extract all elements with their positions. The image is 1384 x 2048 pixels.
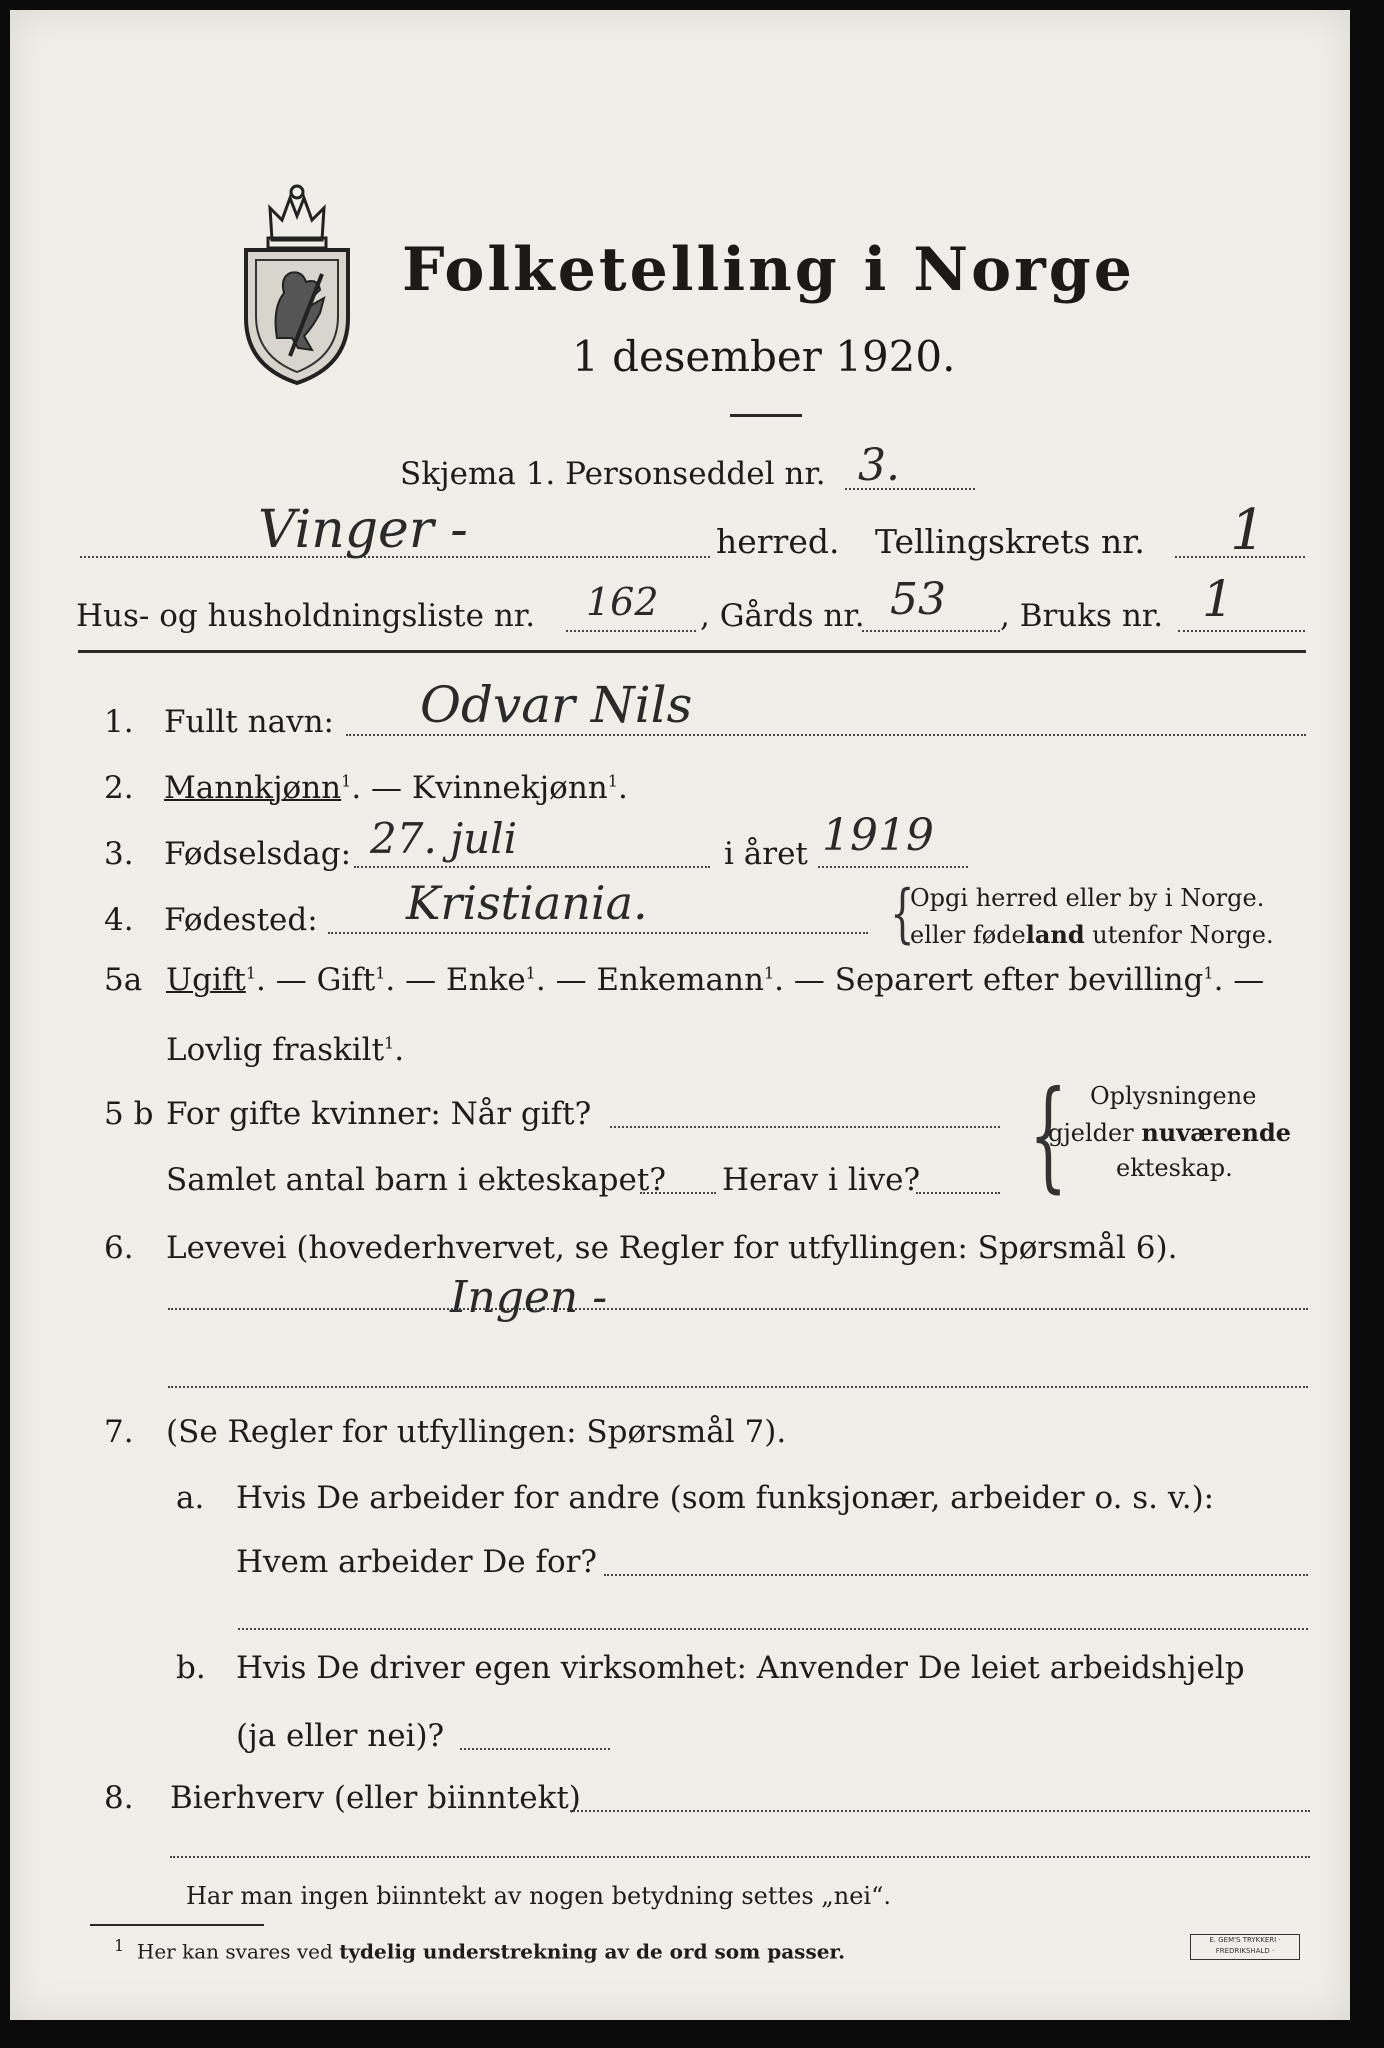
q3-date-value: 27. juli xyxy=(370,814,518,863)
q5b-brace: { xyxy=(1029,1066,1068,1205)
q7b-letter: b. xyxy=(176,1650,206,1686)
husholdningsliste-label: Hus- og husholdningsliste nr. xyxy=(76,598,536,634)
herred-value: Vinger - xyxy=(258,500,468,560)
section-divider xyxy=(78,650,1306,653)
q8-label: Bierhverv (eller biinntekt) xyxy=(170,1780,581,1816)
q5b-number: 5 b xyxy=(104,1096,154,1132)
q1-number: 1. xyxy=(104,704,134,740)
husholdningsliste-field-line xyxy=(566,630,696,632)
q5a-ugift-option: Ugift xyxy=(166,962,246,998)
q7-number: 7. xyxy=(104,1414,134,1450)
biinntekt-note: Har man ingen biinntekt av nogen betydning settes „nei“. xyxy=(186,1882,891,1910)
q4-field-line xyxy=(328,932,868,934)
bruks-label: , Bruks nr. xyxy=(1000,598,1164,634)
title-divider xyxy=(730,414,802,417)
q3-year-value: 1919 xyxy=(822,810,934,861)
footnote: $^1$ Her kan svares ved tydelig understrekning av de ord som passer. xyxy=(114,1936,846,1964)
q4-brace: { xyxy=(890,877,915,951)
gards-value: 53 xyxy=(890,574,946,625)
q5b-note-line1: Oplysningene xyxy=(1090,1082,1257,1110)
q5b-ilive-field-line xyxy=(916,1192,1000,1194)
personseddel-label: Skjema 1. Personseddel nr. xyxy=(400,456,826,492)
q7b-line2: (ja eller nei)? xyxy=(236,1718,445,1754)
q4-label: Fødested: xyxy=(164,902,318,938)
q5a-number: 5a xyxy=(104,962,143,998)
printer-stamp: E. GEM'S TRYKKERI · FREDRIKSHALD · xyxy=(1190,1934,1300,1960)
norway-coat-of-arms-icon xyxy=(232,178,362,388)
q2-number: 2. xyxy=(104,770,134,806)
q3-number: 3. xyxy=(104,836,134,872)
q5a-options: Ugift$^1$. — Gift$^1$. — Enke$^1$. — Enkemann$^1$. — Separert efter bevilling$^1$. — xyxy=(166,962,1265,998)
census-date: 1 desember 1920. xyxy=(572,332,956,381)
q5b-gift-field-line xyxy=(610,1126,1000,1128)
q4-value: Kristiania. xyxy=(406,876,648,930)
q2-female-option: Kvinnekjønn xyxy=(411,770,608,806)
q8-field-line-2 xyxy=(170,1856,1310,1858)
q6-value: Ingen - xyxy=(450,1272,608,1323)
q6-label: Levevei (hovederhvervet, se Regler for utfyllingen: Spørsmål 6). xyxy=(166,1230,1178,1266)
bruks-value: 1 xyxy=(1202,570,1234,628)
q3-date-field-line xyxy=(354,866,710,868)
personseddel-value: 3. xyxy=(858,440,900,491)
q7a-line2: Hvem arbeider De for? xyxy=(236,1544,598,1580)
q3-year-field-line xyxy=(818,866,968,868)
form-title: Folketelling i Norge xyxy=(402,235,1135,305)
q1-field-line xyxy=(346,734,1306,736)
q7a-field-line-2 xyxy=(238,1628,1308,1630)
q1-label: Fullt navn: xyxy=(164,704,334,740)
q4-note-line1: Opgi herred eller by i Norge. xyxy=(910,884,1265,912)
q7a-line1: Hvis De arbeider for andre (som funksjonær, arbeider o. s. v.): xyxy=(236,1480,1215,1516)
q6-field-line-1 xyxy=(168,1308,1308,1310)
q7-label: (Se Regler for utfyllingen: Spørsmål 7). xyxy=(166,1414,787,1450)
q5b-line1: For gifte kvinner: Når gift? xyxy=(166,1096,592,1132)
q3-year-label: i året xyxy=(724,836,808,872)
q6-field-line-2 xyxy=(168,1386,1308,1388)
q1-value: Odvar Nils xyxy=(420,676,693,734)
q8-number: 8. xyxy=(104,1780,134,1816)
q5b-line2a: Samlet antal barn i ekteskapet? xyxy=(166,1162,666,1198)
q5b-note-line2: gjelder nuværende xyxy=(1048,1118,1292,1147)
q2-male-option: Mannkjønn xyxy=(164,770,342,806)
q7b-field-line xyxy=(460,1748,610,1750)
tellingskrets-label: Tellingskrets nr. xyxy=(875,522,1145,561)
q8-field-line-1 xyxy=(570,1810,1310,1812)
q5b-line2b: Herav i live? xyxy=(722,1162,921,1198)
husholdningsliste-value: 162 xyxy=(586,580,659,624)
q6-number: 6. xyxy=(104,1230,134,1266)
census-form xyxy=(10,10,1350,2020)
q5a-line2: Lovlig fraskilt$^1$. xyxy=(166,1032,405,1068)
q3-label: Fødselsdag: xyxy=(164,836,352,872)
herred-label: herred. xyxy=(716,522,840,561)
q5b-note-line3: ekteskap. xyxy=(1116,1154,1233,1182)
bruks-field-line xyxy=(1178,630,1305,632)
q7a-field-line-1 xyxy=(604,1574,1308,1576)
gards-label: , Gårds nr. xyxy=(700,598,865,634)
footnote-divider xyxy=(90,1924,264,1926)
q7b-line1: Hvis De driver egen virksomhet: Anvender De leiet arbeidshjelp xyxy=(236,1650,1245,1686)
q2-options: Mannkjønn$^1$. — Kvinnekjønn$^1$. xyxy=(164,770,628,806)
q4-number: 4. xyxy=(104,902,134,938)
q7a-letter: a. xyxy=(176,1480,205,1516)
q5b-barn-field-line xyxy=(640,1192,716,1194)
tellingskrets-value: 1 xyxy=(1230,498,1266,563)
q4-note-line2: eller fødeland utenfor Norge. xyxy=(910,920,1274,949)
gards-field-line xyxy=(862,630,1000,632)
